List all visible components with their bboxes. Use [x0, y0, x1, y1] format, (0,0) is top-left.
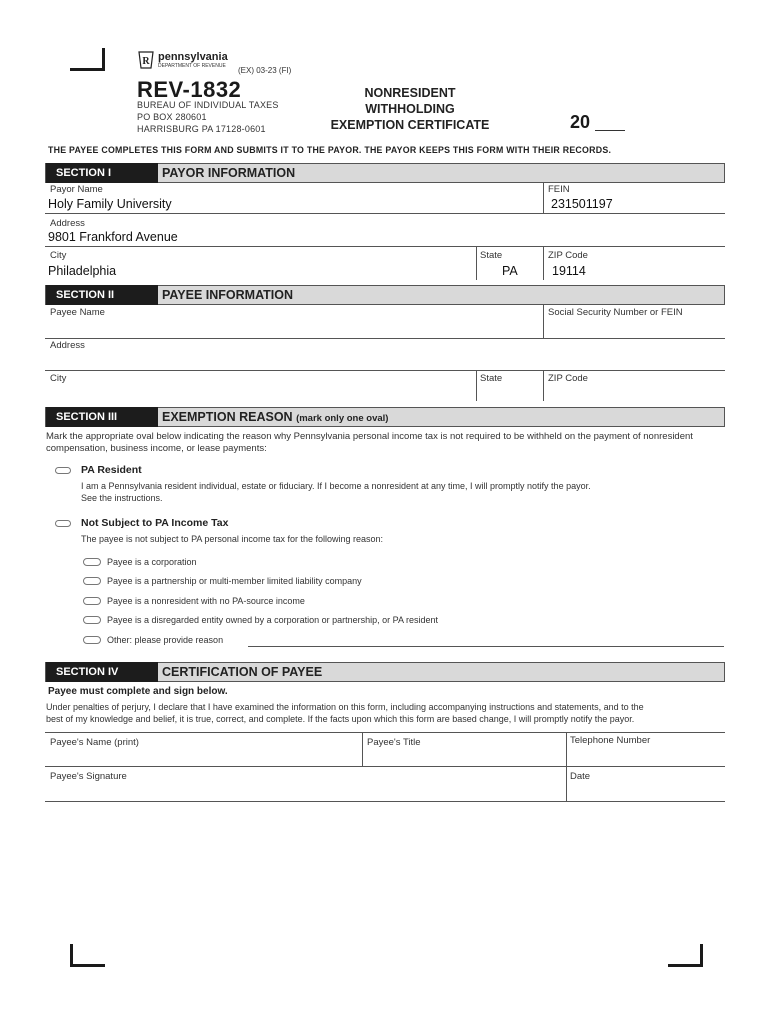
perjury-line: best of my knowledge and belief, it is true, correct, and complete. If the facts upon which this form are based change, I will promptly notify the payor.: [46, 714, 635, 724]
form-title: [320, 85, 500, 133]
section-1-header: [45, 163, 725, 183]
title-line: EXEMPTION CERTIFICATE: [330, 118, 490, 132]
exemption-intro: [46, 431, 736, 455]
disregarded-entity-oval[interactable]: [83, 616, 101, 624]
form-code: (EX) 03-23 (FI): [238, 66, 292, 75]
telephone-field[interactable]: [567, 733, 725, 766]
section-4-title: CERTIFICATION OF PAYEE: [162, 665, 323, 679]
section-1-label: SECTION I: [46, 163, 158, 183]
address-line: PO BOX 280601: [137, 112, 207, 122]
payee-signature-field[interactable]: [45, 767, 565, 801]
divider: [45, 213, 725, 214]
section-2-label: SECTION II: [46, 285, 158, 305]
desc-line: I am a Pennsylvania resident individual, estate or fiduciary. If I become a nonresident at any time, I will promptly notify the payor.: [81, 481, 591, 491]
corner-mark-bottom-right: [668, 944, 703, 967]
payor-city-label: City: [50, 250, 67, 261]
divider: [45, 246, 725, 247]
payee-name-print-label: Payee's Name (print): [50, 737, 139, 748]
perjury-line: Under penalties of perjury, I declare that I have examined the information on this form, including accompanying instructions and statements, and to the: [46, 702, 644, 712]
payor-name-label: Payor Name: [50, 184, 103, 195]
logo-subtitle: DEPARTMENT OF REVENUE: [158, 63, 226, 69]
partnership-oval[interactable]: [83, 577, 101, 585]
payor-city-field[interactable]: Philadelphia: [48, 264, 117, 278]
pa-keystone-logo-icon: [138, 51, 154, 74]
pa-resident-description: [81, 480, 721, 504]
payee-title-label: Payee's Title: [367, 737, 421, 748]
payee-state-label: State: [480, 373, 503, 384]
title-line: WITHHOLDING: [365, 102, 455, 116]
intro-line: Mark the appropriate oval below indicating the reason why Pennsylvania personal income tax is not required to be withheld on the payment of nonresident: [46, 431, 693, 442]
payor-state-field[interactable]: PA: [502, 264, 518, 278]
form-number: REV-1832: [137, 77, 242, 102]
year-prefix: 20: [570, 112, 591, 132]
payee-address-label: Address: [50, 340, 85, 351]
instruction-text: THE PAYEE COMPLETES THIS FORM AND SUBMITS IT TO THE PAYOR. THE PAYOR KEEPS THIS FORM WITH THEIR RECORDS.: [48, 145, 612, 155]
address-line: BUREAU OF INDIVIDUAL TAXES: [137, 100, 279, 110]
date-field[interactable]: [567, 767, 725, 801]
pa-resident-label: PA Resident: [81, 464, 142, 476]
payor-address-label: Address: [50, 218, 85, 229]
logo-name: pennsylvania: [158, 51, 228, 63]
option-partnership: Payee is a partnership or multi-member limited liability company: [107, 576, 362, 586]
option-nonresident: Payee is a nonresident with no PA-source income: [107, 596, 305, 606]
payor-state-label: State: [480, 250, 503, 261]
divider: [543, 183, 544, 213]
payee-name-print-field[interactable]: [45, 733, 361, 766]
bureau-address: [137, 99, 279, 135]
section-3-title: [162, 408, 388, 428]
payee-city-field[interactable]: [45, 371, 475, 401]
section-3-header: [45, 407, 725, 427]
option-disregarded-entity: Payee is a disregarded entity owned by a corporation or partnership, or PA resident: [107, 615, 439, 625]
section-1-title: PAYOR INFORMATION: [162, 166, 296, 180]
payee-state-field[interactable]: [477, 371, 542, 401]
section-2-header: [45, 285, 725, 305]
payee-zip-label: ZIP Code: [548, 373, 588, 384]
section-4-subtitle: Payee must complete and sign below.: [48, 686, 228, 697]
desc-line: See the instructions.: [81, 493, 163, 503]
section-2-title: PAYEE INFORMATION: [162, 288, 294, 302]
pa-resident-oval[interactable]: [55, 467, 71, 474]
section-3-title-text: EXEMPTION REASON: [162, 410, 293, 424]
section-4-header: [45, 662, 725, 682]
section-3-title-note: (mark only one oval): [296, 413, 389, 424]
payee-ssn-label: Social Security Number or FEIN: [548, 307, 683, 318]
fein-label: FEIN: [548, 184, 570, 195]
payee-signature-label: Payee's Signature: [50, 771, 127, 782]
other-oval[interactable]: [83, 636, 101, 644]
divider: [45, 801, 725, 802]
payee-name-field[interactable]: [45, 305, 542, 338]
payor-name-field[interactable]: Holy Family University: [48, 197, 172, 211]
telephone-label: Telephone Number: [570, 735, 651, 746]
other-reason-input[interactable]: [248, 646, 724, 647]
svg-text:R: R: [142, 56, 150, 67]
option-corporation: Payee is a corporation: [107, 557, 197, 567]
title-line: NONRESIDENT: [364, 86, 456, 100]
address-line: HARRISBURG PA 17128-0601: [137, 124, 266, 134]
not-subject-oval[interactable]: [55, 520, 71, 527]
divider: [476, 246, 477, 280]
corner-mark-top-right: [70, 48, 105, 71]
section-3-label: SECTION III: [46, 407, 158, 427]
section-4-label: SECTION IV: [46, 662, 158, 682]
option-other: Other: please provide reason: [107, 635, 224, 645]
not-subject-description: The payee is not subject to PA personal income tax for the following reason:: [81, 534, 384, 544]
payor-zip-field[interactable]: 19114: [552, 264, 586, 278]
payee-name-label: Payee Name: [50, 307, 105, 318]
not-subject-label: Not Subject to PA Income Tax: [81, 517, 229, 529]
year-input-line[interactable]: [595, 130, 625, 131]
fein-field[interactable]: 231501197: [551, 197, 613, 211]
date-label: Date: [570, 771, 591, 782]
payor-address-field[interactable]: 9801 Frankford Avenue: [48, 230, 178, 244]
payor-zip-label: ZIP Code: [548, 250, 588, 261]
corner-mark-bottom-left: [70, 944, 105, 967]
intro-line: compensation, business income, or lease payments:: [46, 443, 267, 454]
payee-zip-field[interactable]: [544, 371, 724, 401]
payee-address-field[interactable]: [45, 339, 725, 370]
corporation-oval[interactable]: [83, 558, 101, 566]
nonresident-oval[interactable]: [83, 597, 101, 605]
payee-ssn-field[interactable]: [544, 305, 724, 338]
payee-title-field[interactable]: [363, 733, 565, 766]
divider: [543, 246, 544, 280]
payee-city-label: City: [50, 373, 67, 384]
perjury-statement: [46, 701, 736, 725]
